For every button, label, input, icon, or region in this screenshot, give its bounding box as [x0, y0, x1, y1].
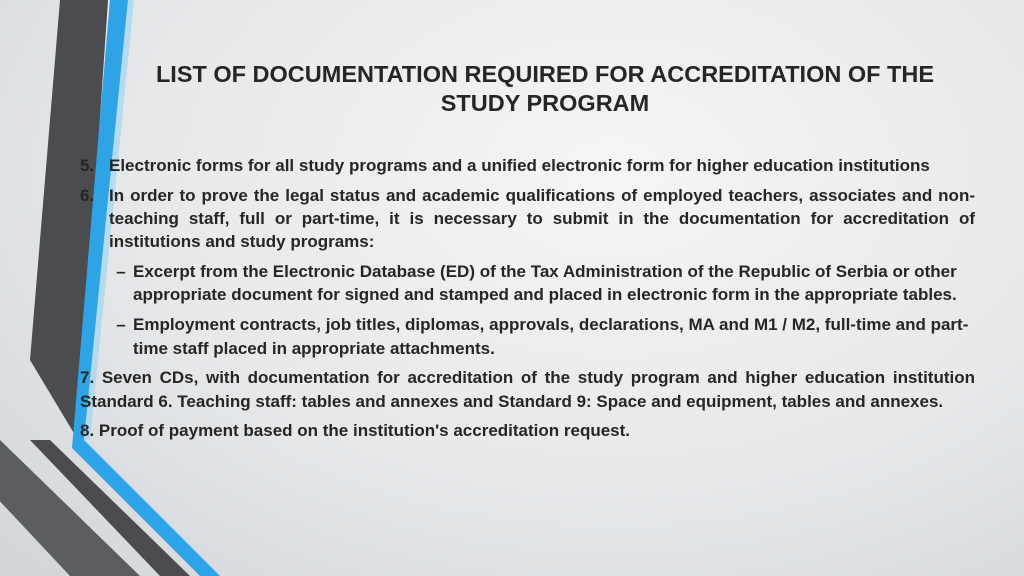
sub-item — [109, 260, 975, 307]
slide-content — [80, 154, 975, 443]
sub-item-text: Excerpt from the Electronic Database (ED) of the Tax Administration of the Republic of Serbia or other appropriate document for signed and stamped and placed in electronic form in the appropriate tables. — [133, 262, 957, 305]
item-text: Electronic forms for all study programs and a unified electronic form for higher education institutions — [109, 156, 930, 175]
numbered-item — [80, 184, 975, 254]
numbered-item — [80, 154, 975, 177]
item-text: In order to prove the legal status and academic qualifications of employed teachers, associates and non-teaching staff, full or part-time, it is necessary to submit in the documentation for accreditation of institutions and study programs: — [109, 185, 975, 252]
sub-item-text: Employment contracts, job titles, diplomas, approvals, declarations, MA and M1 / M2, full-time and part-time staff placed in appropriate attachments. — [133, 315, 969, 358]
dash-bullet: – — [116, 315, 126, 335]
item-number: 6. — [80, 185, 95, 205]
slide-title: LIST OF DOCUMENTATION REQUIRED FOR ACCREDITATION OF THE STUDY PROGRAM — [155, 61, 935, 116]
item-number: 5. — [80, 156, 95, 175]
paragraph-item-8: 8. Proof of payment based on the institution's accreditation request. — [80, 421, 631, 441]
dash-bullet: – — [116, 262, 126, 282]
sub-item — [109, 313, 975, 360]
paragraph-item-7: 7. Seven CDs, with documentation for accreditation of the study program and higher education institution Standard 6. Teaching staff: tables and annexes and Standard 9: Space and equipment, tables and annexes. — [80, 368, 975, 411]
